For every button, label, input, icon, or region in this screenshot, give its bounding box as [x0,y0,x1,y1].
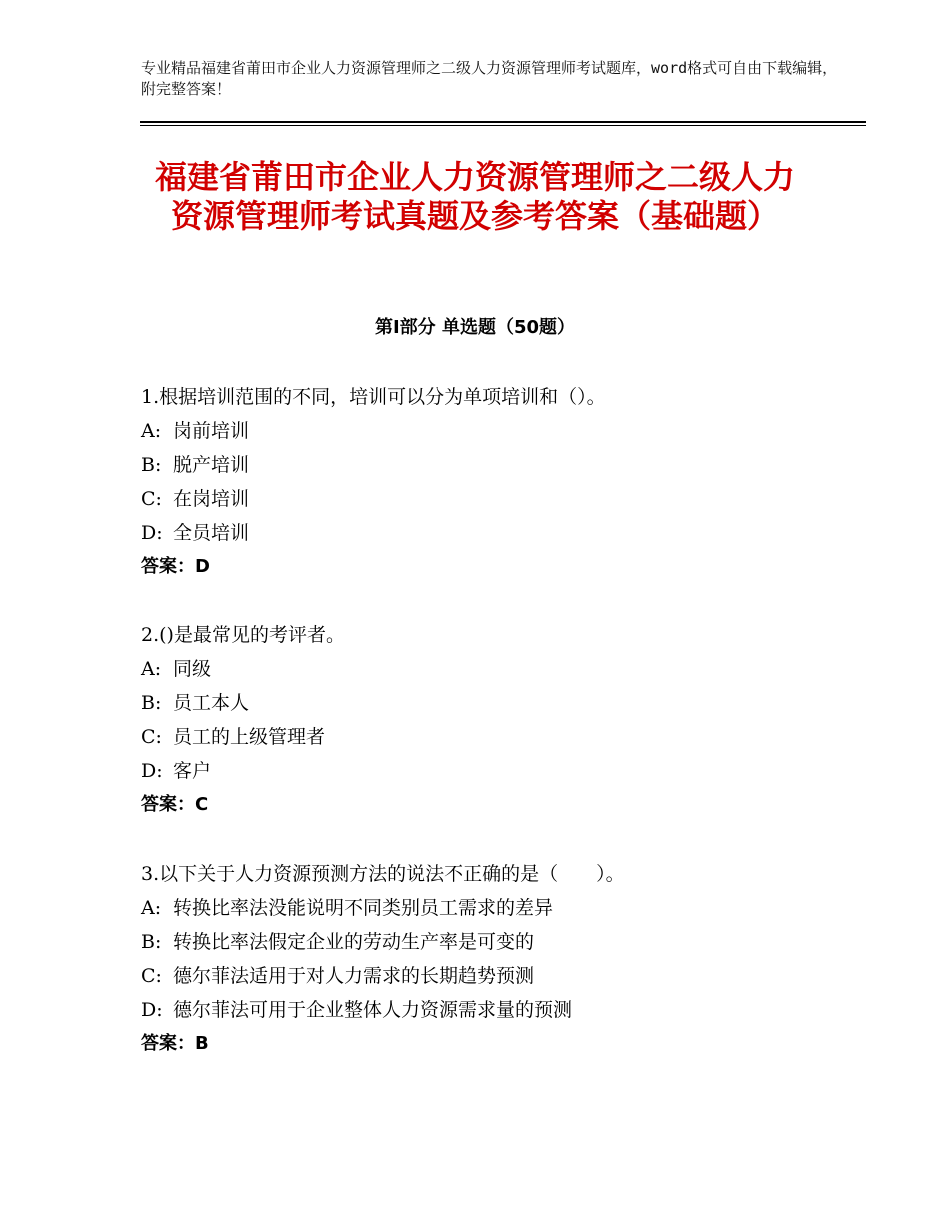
option-text: 转换比率法没能说明不同类别员工需求的差异 [173,897,554,919]
document-title: 福建省莆田市企业人力资源管理师之二级人力资源管理师考试真题及参考答案（基础题） [154,158,795,235]
option-a [141,891,861,925]
option-text: 员工本人 [173,692,250,714]
option-text: 同级 [173,658,212,680]
option-letter: A: [141,420,162,442]
question-stem: 1.根据培训范围的不同，培训可以分为单项培训和（）。 [141,386,606,408]
option-letter: C: [141,965,162,987]
answer: 答案：C [141,794,209,815]
option-text: 客户 [173,760,212,782]
option-letter: B: [141,692,162,714]
header-divider-thick [140,121,866,123]
option-letter: C: [141,488,162,510]
option-text: 全员培训 [173,522,250,544]
option-text: 德尔菲法可用于企业整体人力资源需求量的预测 [173,999,573,1021]
option-letter: B: [141,454,162,476]
answer: 答案：B [141,1033,209,1054]
option-letter: A: [141,658,162,680]
option-text: 员工的上级管理者 [173,726,326,748]
option-b [141,448,861,482]
option-c [141,482,861,516]
header-note: 专业精品福建省莆田市企业人力资源管理师之二级人力资源管理师考试题库，word格式可自由下载编辑，附完整答案！ [141,59,838,98]
option-d [141,993,861,1027]
option-text: 转换比率法假定企业的劳动生产率是可变的 [173,931,535,953]
option-letter: D: [141,522,163,544]
option-d [141,516,861,550]
question-2 [141,618,861,822]
option-c [141,720,861,754]
option-c [141,959,861,993]
option-b [141,925,861,959]
option-letter: C: [141,726,162,748]
option-a [141,652,861,686]
question-stem: 3.以下关于人力资源预测方法的说法不正确的是（ ）。 [141,863,625,885]
header-divider-thin [140,125,866,126]
option-letter: D: [141,999,163,1021]
option-text: 德尔菲法适用于对人力需求的长期趋势预测 [173,965,535,987]
option-d [141,754,861,788]
option-letter: A: [141,897,162,919]
question-3 [141,857,861,1061]
section-title: 第Ⅰ部分 单选题（50题） [374,317,575,338]
option-text: 岗前培训 [173,420,250,442]
option-letter: B: [141,931,162,953]
option-text: 在岗培训 [173,488,250,510]
option-letter: D: [141,760,163,782]
option-b [141,686,861,720]
option-text: 脱产培训 [173,454,250,476]
option-a [141,414,861,448]
question-1 [141,380,861,584]
question-stem: 2.()是最常见的考评者。 [141,624,345,646]
answer: 答案：D [141,556,210,577]
